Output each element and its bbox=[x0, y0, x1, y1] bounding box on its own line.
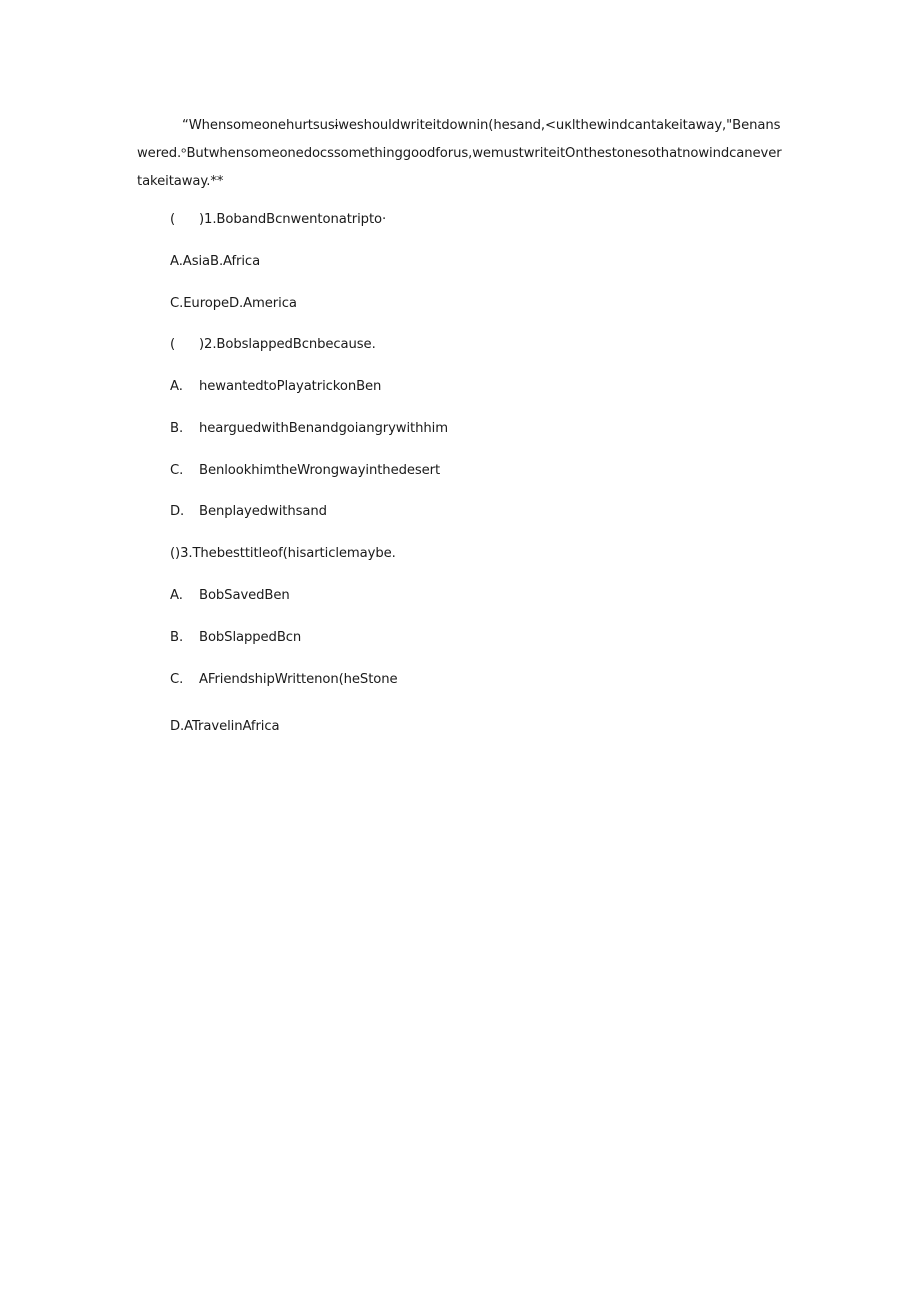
option-text: BobSavedBen bbox=[199, 588, 290, 603]
question-3-option-d: D.ATravelinAfrica bbox=[170, 719, 280, 734]
option-letter: D. bbox=[170, 504, 185, 519]
option-letter: A. bbox=[170, 588, 183, 603]
question-1-options-row-1: A.AsiaB.Africa bbox=[170, 254, 261, 269]
option-letter: C. bbox=[170, 672, 184, 687]
question-1-options-row-2: C.EuropeD.America bbox=[170, 296, 297, 311]
answer-blank: ( bbox=[170, 337, 176, 352]
option-letter: A. bbox=[170, 379, 183, 394]
option-text: BenlookhimtheWrongwayinthedesert bbox=[199, 463, 441, 478]
question-2-option-c bbox=[170, 463, 440, 478]
option-letter: C. bbox=[170, 463, 184, 478]
question-2 bbox=[170, 337, 376, 352]
question-3: ()3.Thebesttitleof(hisarticlemaybe. bbox=[170, 546, 396, 561]
question-1 bbox=[170, 212, 386, 227]
option-letter: B. bbox=[170, 421, 184, 436]
passage-paragraph: “Whensomeonehurtsusɨweshouldwriteitdownin(hesand,<uκlthewindcantakeitaway,"Benanswered.ᵒButwhensomeonedocssomethinggoodforus,wemustwriteitOnthestonesothatnowindcanevertakeitaway.** bbox=[137, 118, 782, 189]
option-letter: B. bbox=[170, 630, 184, 645]
question-stem: )1.BobandBcnwentonatripto· bbox=[199, 212, 387, 227]
question-stem: )2.BobslappedBcnbecause. bbox=[199, 337, 376, 352]
question-3-option-c bbox=[170, 672, 398, 687]
question-2-option-a bbox=[170, 379, 381, 394]
option-text: hearguedwithBenandgoiangrywithhim bbox=[199, 421, 448, 436]
option-text: Benplayedwithsand bbox=[199, 504, 327, 519]
question-2-option-b bbox=[170, 421, 448, 436]
answer-blank: ( bbox=[170, 212, 176, 227]
option-text: BobSlappedBcn bbox=[199, 630, 302, 645]
question-2-option-d bbox=[170, 504, 327, 519]
option-text: hewantedtoPlayatrickonBen bbox=[199, 379, 382, 394]
question-3-option-a bbox=[170, 588, 290, 603]
option-text: AFriendshipWrittenon(heStone bbox=[199, 672, 398, 687]
question-3-option-b bbox=[170, 630, 301, 645]
